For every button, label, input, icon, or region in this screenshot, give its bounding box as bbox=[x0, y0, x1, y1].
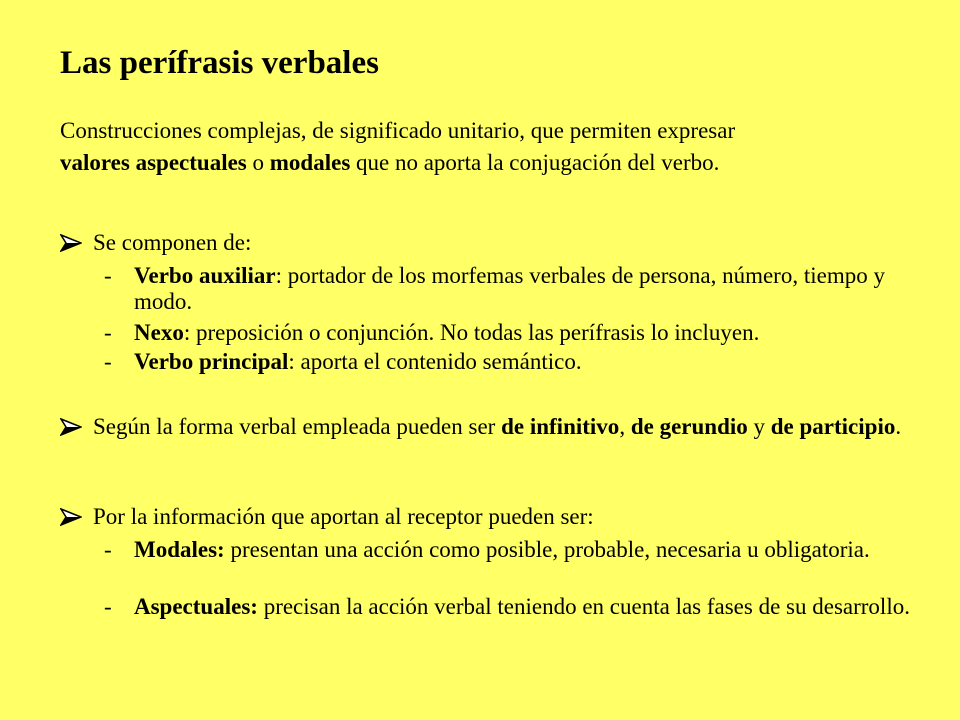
intro-bold-aspectual: valores aspectuales bbox=[60, 150, 247, 175]
forms-separator: , bbox=[619, 414, 631, 439]
forms-lead: Según la forma verbal empleada pueden ser bbox=[93, 414, 502, 439]
intro-line1: Construcciones complejas, de significado unitario, que permiten expresar bbox=[60, 118, 736, 143]
composition-heading: Se componen de: bbox=[93, 230, 252, 255]
composition-desc: : preposición o conjunción. No todas las perífrasis lo incluyen. bbox=[183, 320, 760, 345]
dash-marker: - bbox=[104, 537, 112, 562]
forms-separator: y bbox=[747, 414, 771, 439]
arrow-bullet-icon bbox=[60, 508, 82, 526]
dash-marker: - bbox=[104, 349, 112, 374]
form-participle: de participio bbox=[770, 414, 896, 439]
intro-bold-modal: modales bbox=[269, 150, 351, 175]
dash-marker: - bbox=[104, 320, 112, 345]
information-term: Modales: bbox=[134, 537, 225, 562]
slide-title: Las perífrasis verbales bbox=[60, 45, 379, 81]
information-heading: Por la información que aportan al receptor pueden ser: bbox=[93, 504, 594, 529]
composition-desc: : aporta el contenido semántico. bbox=[288, 349, 582, 374]
intro-connector: o bbox=[246, 150, 270, 175]
composition-desc: : portador de los morfemas verbales de persona, número, tiempo y modo. bbox=[134, 263, 885, 314]
composition-term: Nexo bbox=[134, 320, 184, 345]
forms-text bbox=[93, 414, 913, 440]
composition-term: Verbo principal bbox=[134, 349, 289, 374]
dash-marker: - bbox=[104, 263, 112, 288]
arrow-bullet-icon bbox=[60, 234, 82, 252]
information-desc: precisan la acción verbal teniendo en cuenta las fases de su desarrollo. bbox=[257, 594, 910, 619]
information-desc: presentan una acción como posible, probable, necesaria u obligatoria. bbox=[224, 537, 870, 562]
intro-paragraph bbox=[60, 115, 920, 179]
forms-end: . bbox=[895, 414, 902, 439]
intro-end: que no aporta la conjugación del verbo. bbox=[350, 150, 720, 175]
composition-term: Verbo auxiliar bbox=[134, 263, 276, 288]
information-term: Aspectuales: bbox=[134, 594, 258, 619]
arrow-bullet-icon bbox=[60, 418, 82, 436]
form-infinitive: de infinitivo bbox=[501, 414, 620, 439]
form-gerund: de gerundio bbox=[630, 414, 748, 439]
dash-marker: - bbox=[104, 594, 112, 619]
